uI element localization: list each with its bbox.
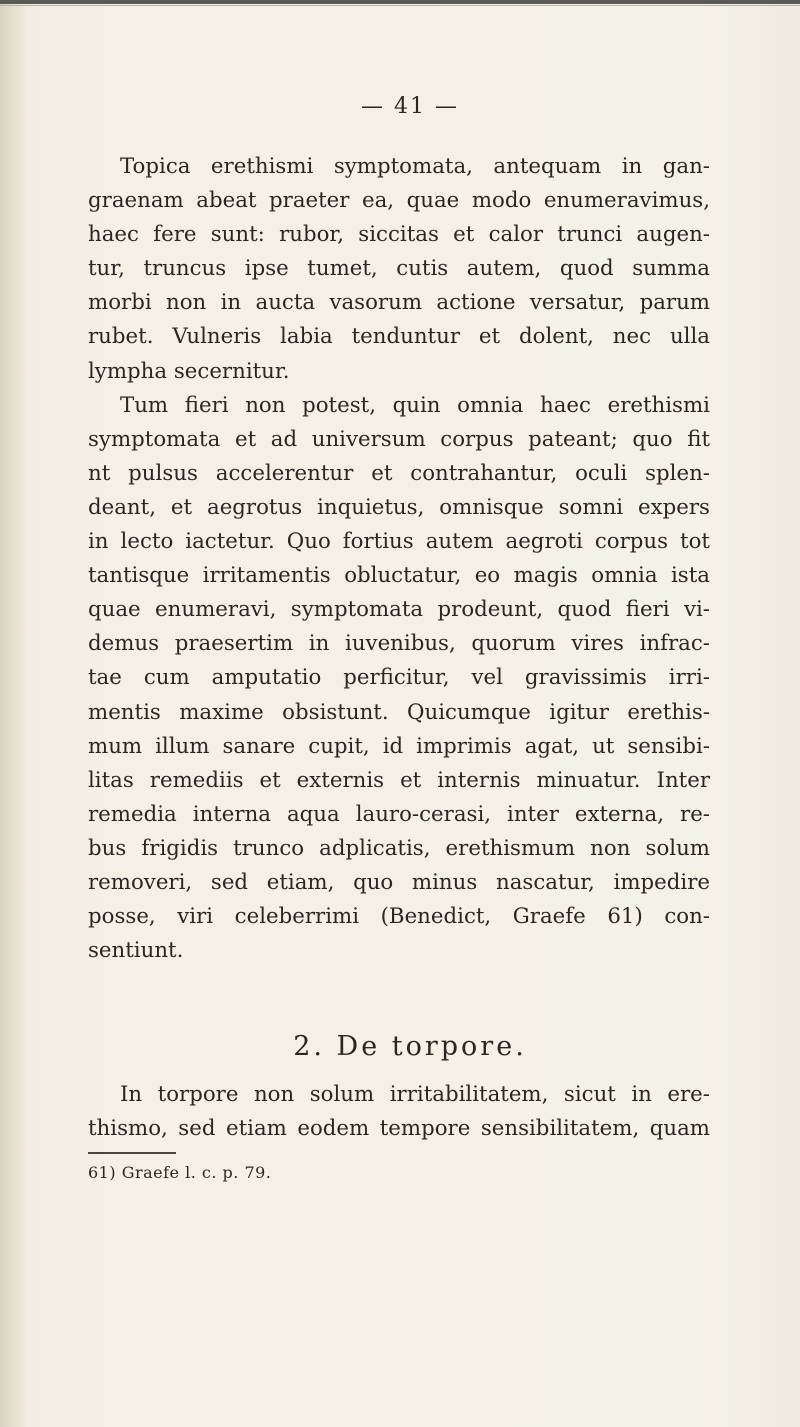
top-edge-shadow [0, 5, 800, 6]
text-line: morbi non in aucta vasorum actione versatur, parum [88, 290, 710, 316]
text-line: removeri, sed etiam, quo minus nascatur, impedire [88, 869, 710, 895]
page-gutter [0, 0, 26, 1427]
section-heading: 2. De torpore. [293, 1031, 527, 1062]
text-line: Tum fieri non potest, quin omnia haec erethismi [120, 392, 710, 418]
footnote: 61) Graefe l. c. p. 79. [88, 1163, 272, 1182]
text-line: thismo, sed etiam eodem tempore sensibilitatem, quam [88, 1116, 710, 1142]
main-text [88, 150, 710, 968]
text-line: deant, et aegrotus inquietus, omnisque somni expers [88, 494, 710, 520]
top-edge-rule [0, 0, 800, 4]
text-line: litas remediis et externis et internis minuatur. Inter [88, 767, 710, 793]
section-text [88, 1078, 710, 1146]
text-line: rubet. Vulneris labia tenduntur et dolent, nec ulla [88, 324, 710, 350]
footnote-rule [88, 1152, 176, 1154]
text-line: haec fere sunt: rubor, siccitas et calor trunci augen- [88, 222, 710, 248]
paragraph-2 [88, 389, 710, 969]
text-line: tantisque irritamentis obluctatur, eo magis omnia ista [88, 563, 710, 589]
text-line: nt pulsus accelerentur et contrahantur, oculi splen- [88, 460, 710, 486]
text-line: In torpore non solum irritabilitatem, sicut in ere- [120, 1082, 710, 1107]
text-line: tur, truncus ipse tumet, cutis autem, quod summa [88, 256, 710, 282]
text-line: bus frigidis trunco adplicatis, erethismum non solum [88, 835, 710, 861]
text-line: demus praesertim in iuvenibus, quorum vires infrac- [88, 631, 710, 657]
text-line: graenam abeat praeter ea, quae modo enumeravimus, [88, 188, 710, 214]
text-line: tae cum amputatio perficitur, vel gravissimis irri- [88, 665, 710, 691]
text-line: Topica erethismi symptomata, antequam in gan- [120, 154, 710, 179]
page-number: — 41 — [361, 94, 459, 119]
text-line: symptomata et ad universum corpus pateant; quo fit [88, 426, 710, 452]
text-line: remedia interna aqua lauro-cerasi, inter externa, re- [88, 801, 710, 827]
text-line: posse, viri celeberrimi (Benedict, Graefe 61) con- [88, 904, 710, 930]
paragraph-1 [88, 150, 710, 389]
text-line: lympha secernitur. [88, 358, 290, 384]
text-line: in lecto iactetur. Quo fortius autem aegroti corpus tot [88, 529, 710, 555]
text-line: mum illum sanare cupit, id imprimis agat, ut sensibi- [88, 733, 710, 759]
text-line: mentis maxime obsistunt. Quicumque igitur erethis- [88, 699, 710, 725]
text-line: quae enumeravi, symptomata prodeunt, quod fieri vi- [88, 597, 710, 623]
text-line: sentiunt. [88, 938, 184, 964]
